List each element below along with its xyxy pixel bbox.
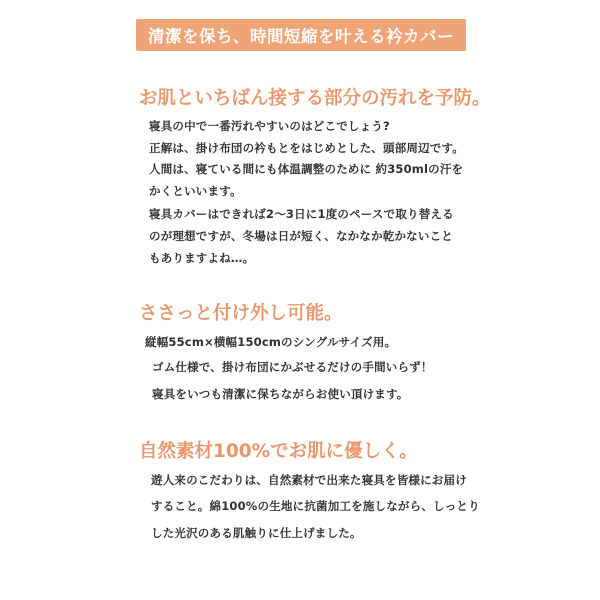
body-line: 寝具をいつも清潔に保ちながらお使い頂けます。 (152, 387, 409, 401)
body-line: もありますよね…。 (149, 251, 255, 265)
body-line: 正解は、掛け布団の衿もとをはじめとした、頭部周辺です。 (149, 141, 464, 155)
banner-title: 清潔を保ち、時間短縮を叶える衿カバー (148, 27, 454, 46)
body-line: 縦幅55cm×横幅150cmのシングルサイズ用。 (145, 335, 397, 349)
body-line: 寝具の中で一番汚れやすいのはどこでしょう? (149, 119, 390, 133)
body-line: 寝具カバーはできれば2～3日に1度のペースで取り替える (149, 207, 454, 221)
body-line: すること。綿100%の生地に抗菌加工を施しながら、しっとり (151, 499, 480, 513)
body-line: ゴム仕様で、掛け布団にかぶせるだけの手間いらず！ (152, 360, 433, 374)
section-heading-easy-attach: ささっと付け外し可能。 (139, 303, 343, 324)
body-line: した光沢のある肌触りに仕上げました。 (151, 526, 362, 540)
body-line: かくといいます。 (149, 184, 242, 198)
body-line: 人間は、寝ている間にも体温調整のために 約350mlの汗を (149, 162, 464, 176)
body-line: 遊人来のこだわりは、自然素材で出来た寝具を皆様にお届け (151, 473, 467, 487)
body-line: のが理想ですが、冬場は日が短く、なかなか乾かないこと (149, 229, 453, 243)
section-heading-stain-prevention: お肌といちばん接する部分の汚れを予防。 (139, 88, 491, 109)
section-heading-natural-material: 自然素材100%でお肌に優しく。 (139, 441, 418, 462)
title-banner (136, 19, 466, 51)
